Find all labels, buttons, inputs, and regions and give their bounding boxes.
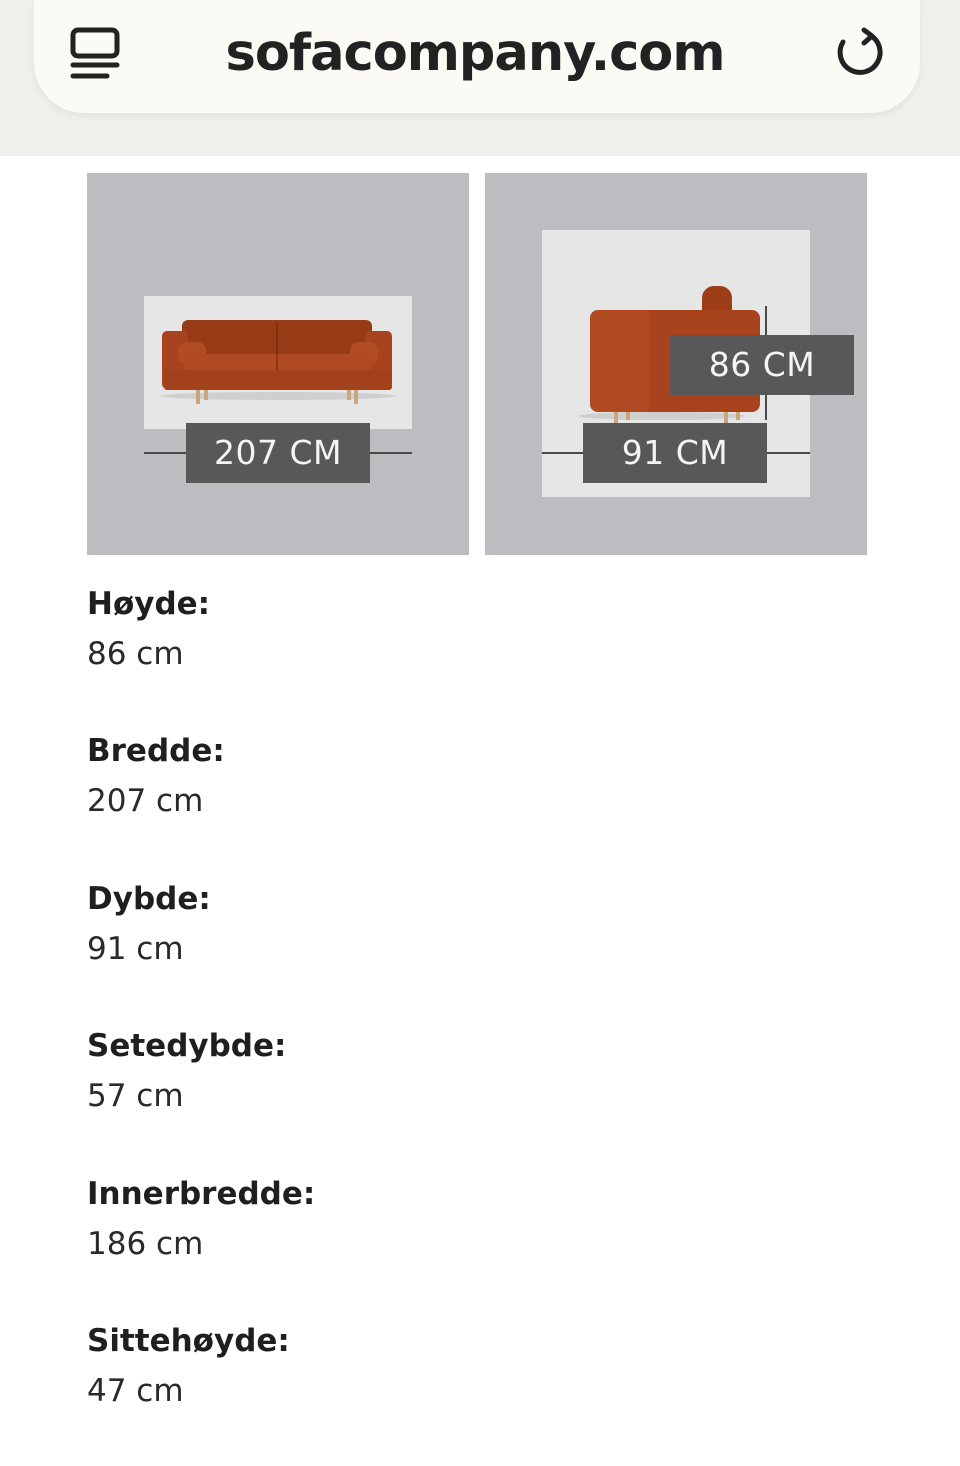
spec-label: Dybde: bbox=[87, 881, 211, 917]
spec-label: Innerbredde: bbox=[87, 1176, 316, 1212]
spec-label: Bredde: bbox=[87, 733, 225, 769]
height-dimension-label: 86 CM bbox=[670, 335, 854, 395]
spec-seat-depth bbox=[87, 1026, 286, 1116]
spec-value: 86 cm bbox=[87, 636, 184, 672]
spec-label: Sittehøyde: bbox=[87, 1323, 290, 1359]
spec-value: 47 cm bbox=[87, 1373, 184, 1409]
reload-icon[interactable] bbox=[826, 22, 890, 86]
sofa-side-view-image[interactable] bbox=[485, 173, 867, 555]
sofa-front-illustration bbox=[144, 296, 412, 429]
spec-value: 207 cm bbox=[87, 783, 204, 819]
spec-label: Høyde: bbox=[87, 586, 211, 622]
sofa-front-view-image[interactable] bbox=[87, 173, 469, 555]
tabs-icon[interactable] bbox=[62, 20, 126, 84]
spec-label: Setedybde: bbox=[87, 1028, 287, 1064]
spec-width bbox=[87, 731, 225, 821]
sofa-front-photo bbox=[144, 296, 412, 429]
spec-inner-width bbox=[87, 1174, 315, 1264]
spec-value: 186 cm bbox=[87, 1226, 204, 1262]
depth-dimension-label: 91 CM bbox=[583, 423, 767, 483]
spec-seat-height bbox=[87, 1321, 290, 1411]
spec-height bbox=[87, 584, 210, 674]
spec-depth bbox=[87, 879, 211, 969]
spec-value: 57 cm bbox=[87, 1078, 184, 1114]
spec-value: 91 cm bbox=[87, 931, 184, 967]
url-text[interactable]: sofacompany.com bbox=[225, 24, 725, 83]
width-dimension-label: 207 CM bbox=[186, 423, 370, 483]
